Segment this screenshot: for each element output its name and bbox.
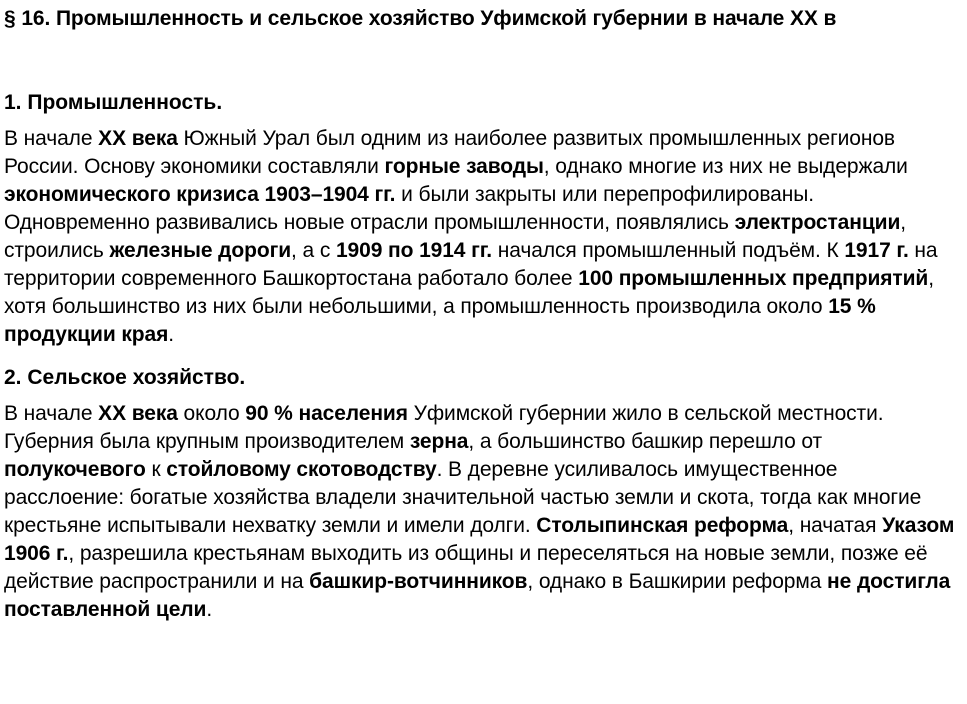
bold-run: 1917 г. <box>844 239 909 262</box>
text-run: к <box>145 458 167 481</box>
bold-run: железные дороги <box>109 239 292 262</box>
bold-run: 100 промышленных предприятий <box>578 267 929 290</box>
text-run: , однако многие из них не выдержали <box>543 155 908 178</box>
text-run: В начале <box>4 402 99 425</box>
bold-run: электростанции <box>734 211 901 234</box>
bold-run: экономического кризиса 1903–1904 гг. <box>4 183 396 206</box>
text-run: . <box>168 323 175 346</box>
text-run: . <box>206 598 213 621</box>
paragraph-industry <box>4 125 962 349</box>
text-run: . В деревне усиливалось имущественное расслоение: богатые хозяйства владели значительной частью земли и скота, тогда как многие крестьяне испытывали нехватку земли и имели долги. <box>4 458 922 537</box>
bold-run: XX века <box>98 127 178 150</box>
text-run: , хотя большинство из них были небольшими, а промышленность производила около <box>4 267 934 318</box>
text-run: Южный Урал был одним из наиболее развитых промышленных регионов России. Основу экономики составляли <box>4 127 895 178</box>
section-heading-industry: 1. Промышленность. <box>4 91 223 114</box>
paragraph-agriculture <box>4 400 962 624</box>
bold-run: полукочевого <box>4 458 146 481</box>
bold-run: 15 % продукции края <box>4 295 876 346</box>
bold-run: не достигла поставленной цели <box>4 570 951 621</box>
text-run: около <box>177 402 246 425</box>
text-run: , а большинство башкир перешло от <box>468 430 823 453</box>
text-run: , начатая <box>788 514 883 537</box>
text-run: и были закрыты или перепрофилированы. Одновременно развивались новые отрасли промышленности, появлялись <box>4 183 814 234</box>
text-run: начался промышленный подъём. К <box>492 239 845 262</box>
page-title: § 16. Промышленность и сельское хозяйство Уфимской губернии в начале XX в <box>4 7 837 30</box>
text-run: , а с <box>291 239 336 262</box>
text-run: Уфимской губернии жило в сельской местности. Губерния была крупным производителем <box>4 402 884 453</box>
bold-run: горные заводы <box>384 155 544 178</box>
section-heading-agriculture: 2. Сельское хозяйство. <box>4 366 246 389</box>
text-run: В начале <box>4 127 99 150</box>
bold-run: зерна <box>409 430 469 453</box>
text-run: на территории современного Башкортостана работало более <box>4 239 938 290</box>
text-run: , строились <box>4 211 907 262</box>
bold-run: Указом 1906 г. <box>4 514 955 565</box>
text-run: , однако в Башкирии реформа <box>527 570 828 593</box>
bold-run: XX века <box>98 402 178 425</box>
bold-run: 1909 по 1914 гг. <box>335 239 493 262</box>
bold-run: Столыпинская реформа <box>536 514 789 537</box>
bold-run: башкир-вотчинников <box>309 570 528 593</box>
document-page <box>4 6 962 624</box>
bold-run: стойловому скотоводству <box>166 458 437 481</box>
bold-run: 90 % населения <box>245 402 408 425</box>
text-run: , разрешила крестьянам выходить из общины и переселяться на новые земли, позже её действие распространили и на <box>4 542 928 593</box>
